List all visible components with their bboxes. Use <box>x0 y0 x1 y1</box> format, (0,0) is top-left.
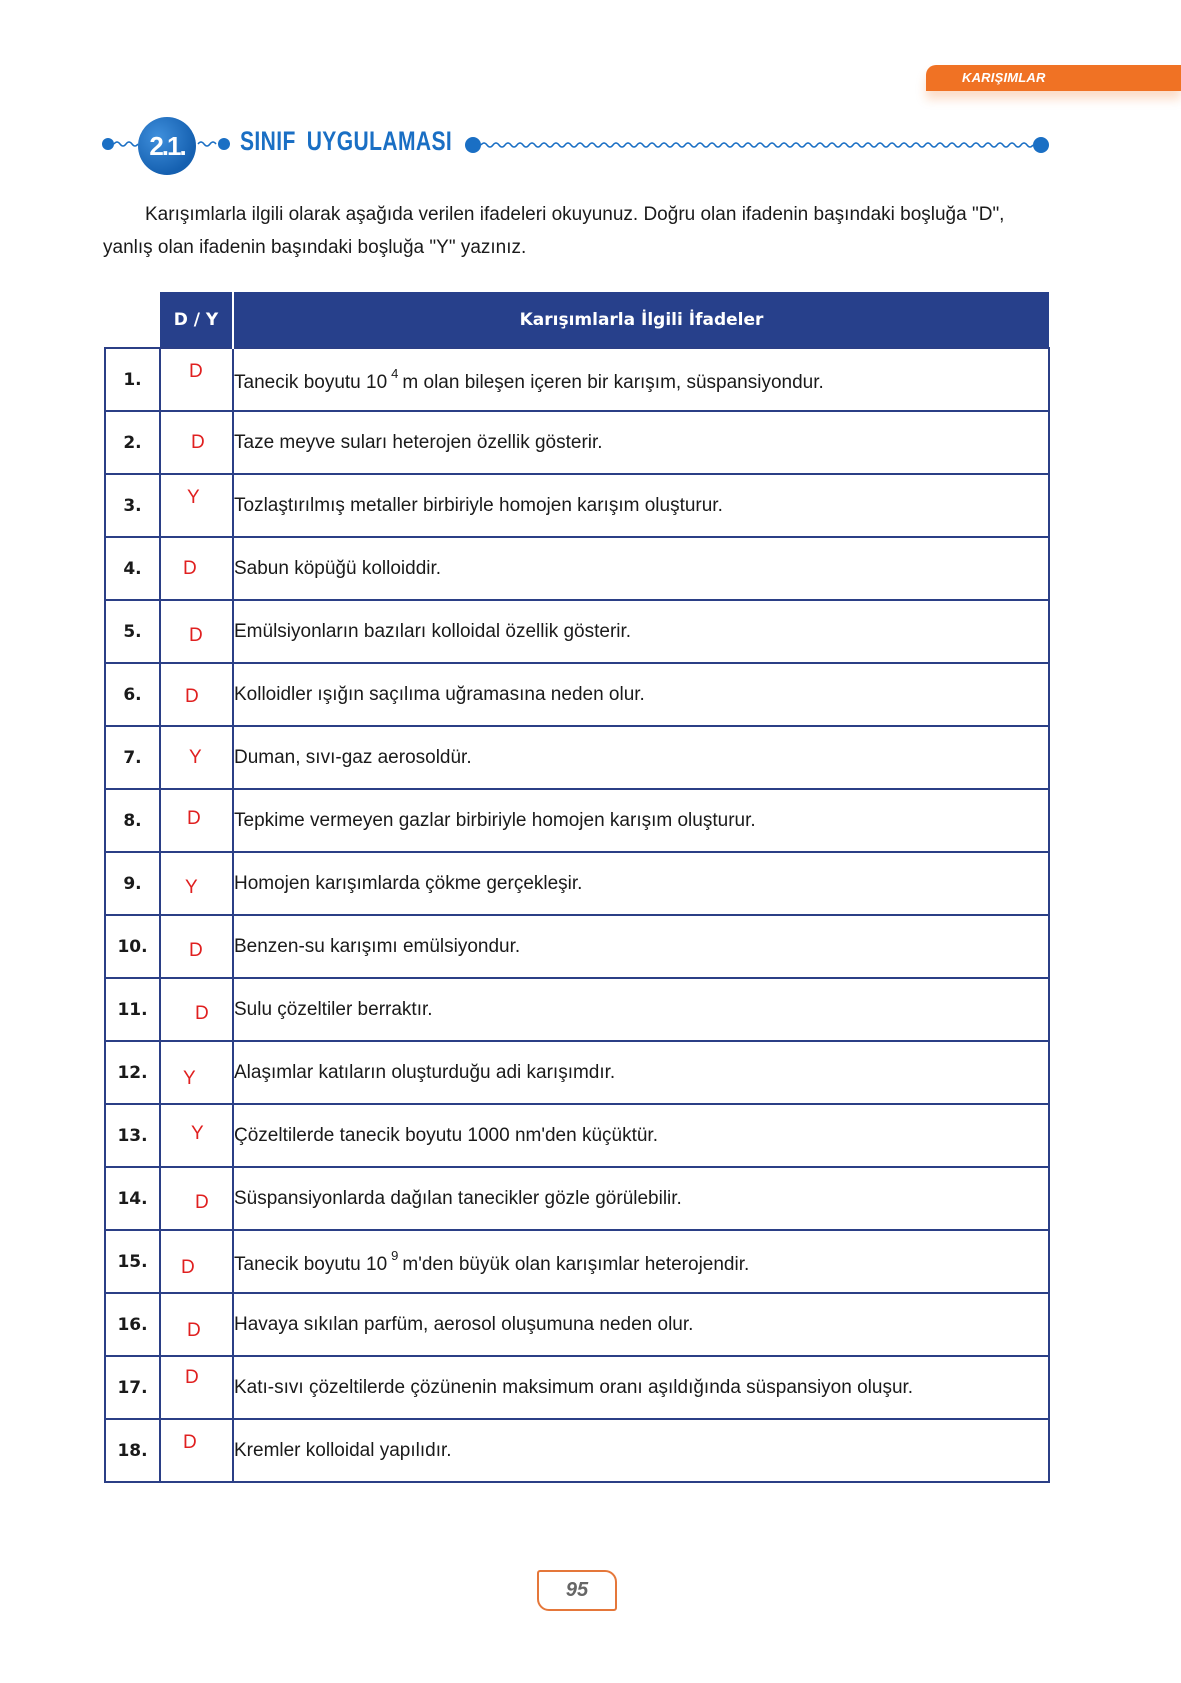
chapter-tab <box>926 65 1181 91</box>
answer-mark: D <box>183 1432 197 1453</box>
statement-text: Katı-sıvı çözeltilerde çözünenin maksimum oranı aşıldığında süspansiyon oluşur. <box>234 1376 914 1398</box>
answer-mark: Y <box>185 877 198 898</box>
answer-mark: D <box>189 361 203 382</box>
statement-text: Homojen karışımlarda çökme gerçekleşir. <box>234 872 583 894</box>
statement-cell <box>233 1104 1049 1167</box>
chapter-tab-label: KARIŞIMLAR <box>962 70 1046 85</box>
statement-text: Süspansiyonlarda dağılan tanecikler gözle görülebilir. <box>234 1187 682 1209</box>
row-number: 17. <box>105 1356 160 1419</box>
statement-cell <box>233 348 1049 411</box>
statement-cell <box>233 978 1049 1041</box>
row-number: 5. <box>105 600 160 663</box>
answer-cell[interactable] <box>160 1293 233 1356</box>
header-statement: Karışımlarla İlgili İfadeler <box>233 292 1049 348</box>
statement-cell <box>233 1419 1049 1482</box>
answer-cell[interactable] <box>160 663 233 726</box>
statement-cell <box>233 915 1049 978</box>
table-row <box>105 1293 1049 1356</box>
statement-text: Duman, sıvı-gaz aerosoldür. <box>234 746 472 768</box>
statement-post: m olan bileşen içeren bir karışım, süspansiyondur. <box>402 371 824 393</box>
statement-text: Sabun köpüğü kolloiddir. <box>234 557 442 579</box>
superscript-exponent: 9 <box>391 1247 399 1263</box>
answer-cell[interactable] <box>160 789 233 852</box>
answer-mark: D <box>183 558 197 579</box>
section-number-badge: 2.1. <box>138 117 196 175</box>
answer-cell[interactable] <box>160 411 233 474</box>
answer-mark: Y <box>187 487 200 508</box>
table-row <box>105 474 1049 537</box>
table-row <box>105 663 1049 726</box>
answer-mark: D <box>187 808 201 829</box>
statement-cell <box>233 663 1049 726</box>
table-row <box>105 537 1049 600</box>
table-row <box>105 978 1049 1041</box>
statement-cell <box>233 600 1049 663</box>
statement-cell <box>233 1293 1049 1356</box>
row-number: 10. <box>105 915 160 978</box>
row-number: 11. <box>105 978 160 1041</box>
row-number: 4. <box>105 537 160 600</box>
statement-text: Taze meyve suları heterojen özellik gösterir. <box>234 431 603 453</box>
answer-cell[interactable] <box>160 1356 233 1419</box>
answer-cell[interactable] <box>160 1167 233 1230</box>
answer-cell[interactable] <box>160 600 233 663</box>
answer-mark: D <box>181 1257 195 1278</box>
answer-cell[interactable] <box>160 726 233 789</box>
statement-text: Tepkime vermeyen gazlar birbiriyle homojen karışım oluşturur. <box>234 809 756 831</box>
table-row <box>105 1104 1049 1167</box>
answer-cell[interactable] <box>160 978 233 1041</box>
table-row <box>105 1230 1049 1293</box>
answer-mark: D <box>185 1367 199 1388</box>
row-number: 7. <box>105 726 160 789</box>
statement-text: Benzen-su karışımı emülsiyondur. <box>234 935 521 957</box>
row-number: 9. <box>105 852 160 915</box>
answer-cell[interactable] <box>160 1041 233 1104</box>
statement-text: Çözeltilerde tanecik boyutu 1000 nm'den küçüktür. <box>234 1124 658 1146</box>
statement-text: Sulu çözeltiler berraktır. <box>234 998 433 1020</box>
statement-pre: Tanecik boyutu 10 <box>234 371 388 393</box>
row-number: 15. <box>105 1230 160 1293</box>
row-number: 3. <box>105 474 160 537</box>
superscript-exponent: 4 <box>391 365 399 381</box>
instructions-text: Karışımlarla ilgili olarak aşağıda verilen ifadeleri okuyunuz. Doğru olan ifadenin başındaki boşluğa "D", yanlış olan ifadenin başındaki boşluğa "Y" yazınız. <box>103 204 1005 258</box>
table-row <box>105 789 1049 852</box>
statement-text: Kolloidler ışığın saçılıma uğramasına neden olur. <box>234 683 645 705</box>
statement-pre: Tanecik boyutu 10 <box>234 1253 388 1275</box>
table-row <box>105 600 1049 663</box>
statement-text: Tozlaştırılmış metaller birbiriyle homojen karışım oluşturur. <box>234 494 723 516</box>
statement-cell <box>233 537 1049 600</box>
statement-cell <box>233 1356 1049 1419</box>
table-row <box>105 1041 1049 1104</box>
table-row <box>105 1167 1049 1230</box>
statement-text: Emülsiyonların bazıları kolloidal özellik gösterir. <box>234 620 632 642</box>
row-number: 6. <box>105 663 160 726</box>
answer-cell[interactable] <box>160 348 233 411</box>
table-header-row <box>105 292 1049 348</box>
section-title: SINIF UYGULAMASI <box>240 126 453 156</box>
answer-mark: Y <box>191 1123 204 1144</box>
statement-cell <box>233 1167 1049 1230</box>
answer-mark: Y <box>189 747 202 768</box>
header-blank <box>105 292 160 348</box>
table-row <box>105 852 1049 915</box>
answer-cell[interactable] <box>160 474 233 537</box>
answer-mark: D <box>191 432 205 453</box>
statement-cell <box>233 411 1049 474</box>
table-row <box>105 411 1049 474</box>
table-row <box>105 726 1049 789</box>
answer-mark: D <box>189 940 203 961</box>
statement-cell <box>233 1041 1049 1104</box>
row-number: 8. <box>105 789 160 852</box>
answer-cell[interactable] <box>160 915 233 978</box>
row-number: 12. <box>105 1041 160 1104</box>
row-number: 18. <box>105 1419 160 1482</box>
row-number: 13. <box>105 1104 160 1167</box>
statement-cell <box>233 852 1049 915</box>
statement-text: Alaşımlar katıların oluşturduğu adi karışımdır. <box>234 1061 616 1083</box>
row-number: 16. <box>105 1293 160 1356</box>
answer-mark: D <box>185 686 199 707</box>
statement-post: m'den büyük olan karışımlar heterojendir. <box>402 1253 750 1275</box>
table-row <box>105 348 1049 411</box>
statement-cell <box>233 726 1049 789</box>
table-row <box>105 1419 1049 1482</box>
answer-cell[interactable] <box>160 1419 233 1482</box>
answer-mark: D <box>195 1192 209 1213</box>
answer-cell[interactable] <box>160 1104 233 1167</box>
row-number: 14. <box>105 1167 160 1230</box>
table-row <box>105 915 1049 978</box>
statement-text: Kremler kolloidal yapılıdır. <box>234 1439 452 1461</box>
answer-cell[interactable] <box>160 1230 233 1293</box>
row-number: 1. <box>105 348 160 411</box>
answer-mark: D <box>187 1320 201 1341</box>
table-row <box>105 1356 1049 1419</box>
statements-table <box>104 292 1050 1483</box>
answer-mark: D <box>189 625 203 646</box>
answer-mark: D <box>195 1003 209 1024</box>
answer-cell[interactable] <box>160 537 233 600</box>
statement-text: Havaya sıkılan parfüm, aerosol oluşumuna neden olur. <box>234 1313 694 1335</box>
row-number: 2. <box>105 411 160 474</box>
answer-mark: Y <box>183 1068 196 1089</box>
page-number: 95 <box>537 1570 617 1611</box>
answer-cell[interactable] <box>160 852 233 915</box>
statement-cell <box>233 474 1049 537</box>
header-answer: D / Y <box>160 292 233 348</box>
statement-cell <box>233 1230 1049 1293</box>
statement-cell <box>233 789 1049 852</box>
